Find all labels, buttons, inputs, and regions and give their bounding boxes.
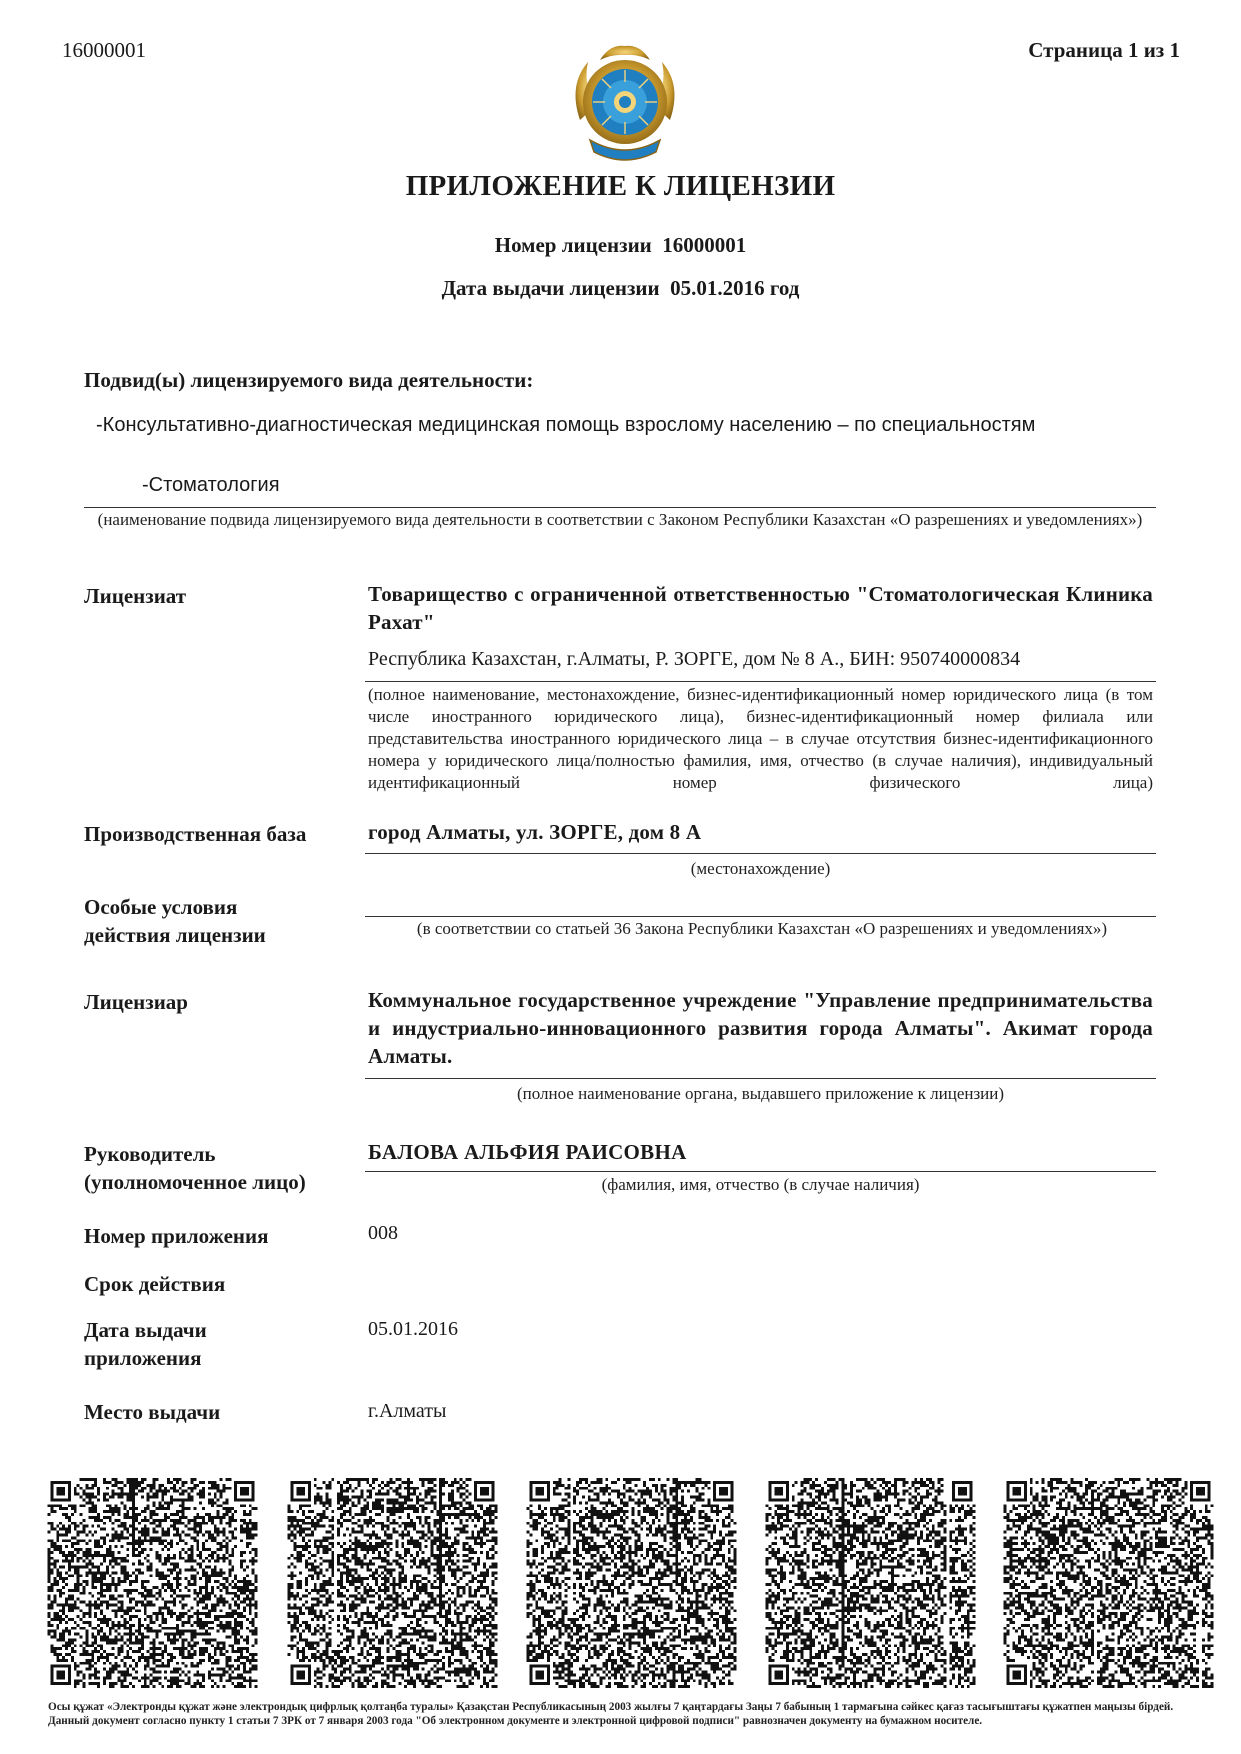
subtypes-note: (наименование подвида лицензируемого вида деятельности в соответствии с Законом Республики Казахстан «О разрешениях и уведомлениях») <box>97 510 1143 529</box>
dash-marker: - <box>142 474 149 496</box>
issue-date-label-line2: приложения <box>84 1346 202 1370</box>
validity-label: Срок действия <box>84 1272 226 1296</box>
qr-code-5 <box>1001 1478 1216 1688</box>
issue-place-value: г.Алматы <box>368 1400 447 1422</box>
divider <box>365 681 1156 682</box>
special-conditions-label <box>84 893 266 949</box>
qr-code-4 <box>763 1478 978 1688</box>
head-label-line2: (уполномоченное лицо) <box>84 1170 306 1194</box>
qr-code-2 <box>285 1478 500 1688</box>
kazakhstan-state-emblem-icon <box>560 40 690 170</box>
license-date-line <box>0 276 1241 301</box>
special-conditions-label-line1: Особые условия <box>84 895 238 919</box>
divider <box>365 853 1156 854</box>
head-note: (фамилия, имя, отчество (в случае наличия) <box>601 1175 920 1194</box>
license-number-label: Номер лицензии <box>494 233 652 257</box>
licensee-note: (полное наименование, местонахождение, бизнес-идентификационный номер юридического лица (в том числе иностранного юридического лица), бизнес-идентификационный номер филиала или представительства иностранного юридического лица – в случае отсутствия бизнес-идентификационного номера у юридического лица/полностью фамилия, имя, отчество (в случае наличия), индивидуальный идентификационный номер физического лица) <box>368 685 1153 792</box>
production-base-value: город Алматы, ул. ЗОРГЕ, дом 8 А <box>368 820 702 844</box>
special-conditions-label-line2: действия лицензии <box>84 923 266 947</box>
footer-line-russian: Данный документ согласно пункту 1 статьи 7 ЗРК от 7 января 2003 года "Об электронном документе и электронной цифровой подписи" равнозначен документу на бумажном носителе. <box>48 1715 983 1727</box>
subtype-item-2 <box>142 474 280 497</box>
subtype-item-1-text: Консультативно-диагностическая медицинская помощь взрослому населению – по специальностям <box>102 414 1036 436</box>
footer-line-kazakh: Осы құжат «Электронды құжат және электрондық цифрлық қолтаңба туралы» Қазақстан Республикасының 2003 жылғы 7 қаңтардағы Заңы 7 бабының 1 тармағына сәйкес қағаз тасығыштағы құжатпен маңызы бірдей. <box>48 1701 1174 1713</box>
special-conditions-note: (в соответствии со статьей 36 Закона Республики Казахстан «О разрешениях и уведомлениях») <box>416 919 1108 938</box>
appendix-number-value: 008 <box>368 1222 398 1244</box>
license-number-line <box>0 233 1241 258</box>
appendix-number-label: Номер приложения <box>84 1224 269 1248</box>
licensee-label: Лицензиат <box>84 584 187 608</box>
head-value: БАЛОВА АЛЬФИЯ РАИСОВНА <box>368 1140 687 1164</box>
head-label <box>84 1140 306 1196</box>
subtypes-heading: Подвид(ы) лицензируемого вида деятельности: <box>84 368 534 392</box>
head-label-line1: Руководитель <box>84 1142 216 1166</box>
subtype-item-2-text: Стоматология <box>148 474 280 496</box>
licensor-label: Лицензиар <box>84 990 188 1014</box>
issue-date-value: 05.01.2016 <box>368 1318 458 1340</box>
licensee-name: Товарищество с ограниченной ответственностью "Стоматологическая Клиника Рахат" <box>368 582 1153 634</box>
qr-code-1 <box>45 1478 260 1688</box>
production-base-note: (местонахождение) <box>690 859 831 878</box>
license-date-label: Дата выдачи лицензии <box>441 276 660 300</box>
page-title: ПРИЛОЖЕНИЕ К ЛИЦЕНЗИИ <box>405 170 836 202</box>
page-indicator: Страница 1 из 1 <box>1028 38 1180 62</box>
divider <box>84 507 1156 508</box>
qr-code-3 <box>524 1478 739 1688</box>
footer-legal-text <box>48 1700 1198 1728</box>
licensor-value: Коммунальное государственное учреждение "Управление предпринимательства и индустриально-инновационного развития города Алматы". Акимат города Алматы. <box>368 988 1153 1068</box>
licensee-address: Республика Казахстан, г.Алматы, Р. ЗОРГЕ, дом № 8 А., БИН: 950740000834 <box>368 648 1021 670</box>
dash-marker: - <box>96 414 103 436</box>
issue-date-label-line1: Дата выдачи <box>84 1318 207 1342</box>
licensor-note: (полное наименование органа, выдавшего приложение к лицензии) <box>516 1084 1005 1103</box>
license-number-value: 16000001 <box>662 233 747 257</box>
divider <box>365 1171 1156 1172</box>
document-number: 16000001 <box>62 38 146 62</box>
divider <box>365 1078 1156 1079</box>
production-base-label: Производственная база <box>84 822 307 846</box>
issue-date-label <box>84 1316 207 1372</box>
subtype-item-1 <box>96 414 1035 437</box>
special-conditions-field <box>365 916 1156 917</box>
issue-place-label: Место выдачи <box>84 1400 221 1424</box>
license-date-value: 05.01.2016 год <box>670 276 800 300</box>
